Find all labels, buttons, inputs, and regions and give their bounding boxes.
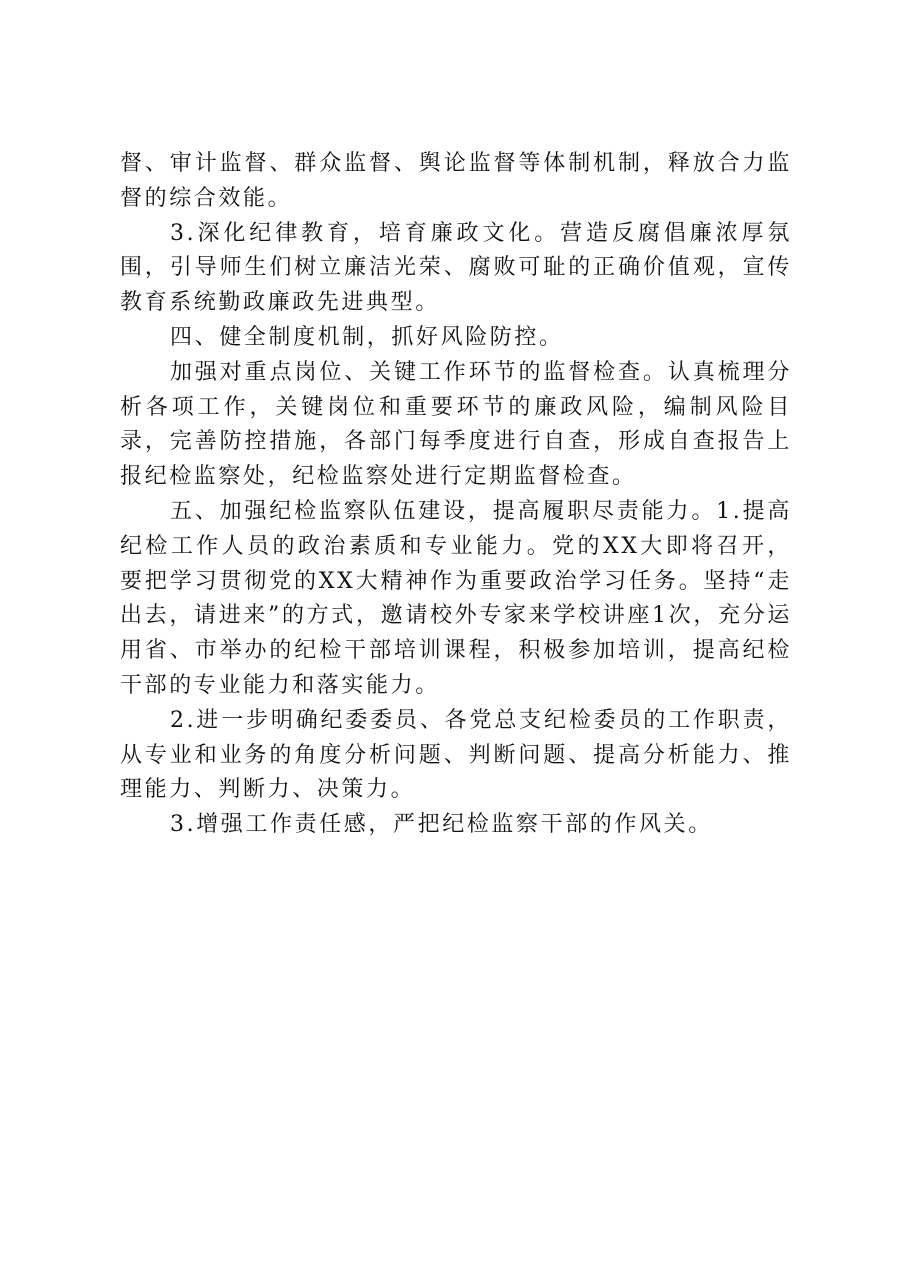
paragraph-supervision: 加强对重点岗位、关键工作环节的监督检查。认真梳理分析各项工作，关键岗位和重要环节的廉政风险，编制风险目录，完善防控措施，各部门每季度进行自查，形成自查报告上报纪检监察处，纪检监察处进行定期监督检查。 — [120, 359, 792, 490]
paragraph-discipline-education: 3.深化纪律教育，培育廉政文化。营造反腐倡廉浓厚氛围，引导师生们树立廉洁光荣、腐败可耻的正确价值观，宣传教育系统勤政廉政先进典型。 — [120, 220, 792, 316]
document-body — [120, 147, 792, 843]
paragraph-duties: 2.进一步明确纪委委员、各党总支纪检委员的工作职责，从专业和业务的角度分析问题、判断问题、提高分析能力、推理能力、判断力、决策力。 — [120, 707, 792, 803]
paragraph-responsibility: 3.增强工作责任感，严把纪检监察干部的作风关。 — [170, 812, 713, 838]
paragraph-continuation: 督、审计监督、群众监督、舆论监督等体制机制，释放合力监督的综合效能。 — [120, 151, 792, 211]
section-heading-four: 四、健全制度机制，抓好风险防控。 — [170, 324, 564, 350]
section-heading-five: 五、加强纪检监察队伍建设，提高履职尽责能力。1.提高纪检工作人员的政治素质和专业能力。党的XX大即将召开，要把学习贯彻党的XX大精神作为重要政治学习任务。坚持“走出去，请进来”的方式，邀请校外专家来学校讲座1次，充分运用省、市举办的纪检干部培训课程，积极参加培训，提高纪检干部的专业能力和落实能力。 — [120, 498, 792, 698]
